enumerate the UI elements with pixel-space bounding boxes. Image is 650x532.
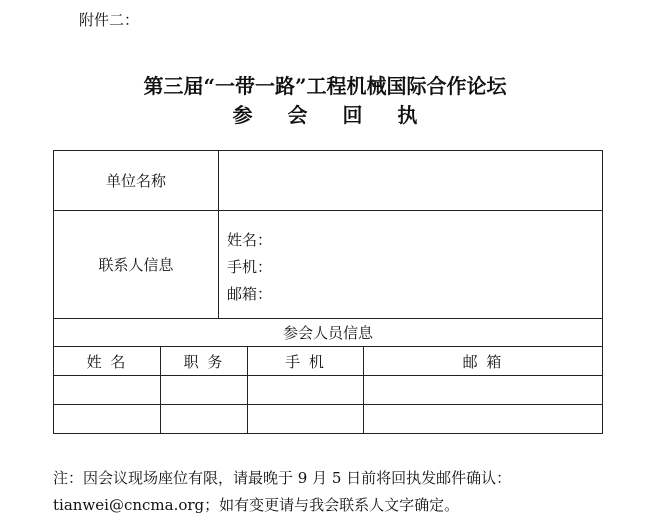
- page-title: 第三届“一带一路”工程机械国际合作论坛: [143, 74, 507, 98]
- footnote-line-2: tianwei@cncma.org；如有变更请与我会联系人文字确定。: [53, 496, 460, 514]
- column-header-email: 邮 箱: [462, 352, 504, 371]
- table-cell[interactable]: [248, 405, 363, 433]
- contact-info-label: 联系人信息: [98, 256, 174, 274]
- table-cell[interactable]: [248, 376, 363, 404]
- column-header-position: 职 务: [183, 352, 225, 371]
- unit-name-field[interactable]: [219, 151, 603, 210]
- contact-info-fields[interactable]: [227, 227, 272, 308]
- footnote-line-1: 注：因会议现场座位有限，请最晚于 9 月 5 日前将回执发邮件确认：: [53, 469, 512, 487]
- unit-name-label: 单位名称: [105, 172, 166, 190]
- contact-phone-field[interactable]: 手机：: [227, 258, 273, 276]
- table-cell[interactable]: [161, 405, 247, 433]
- column-header-phone: 手 机: [285, 352, 326, 371]
- page-subtitle: 参 会 回 执: [232, 103, 432, 127]
- table-cell[interactable]: [161, 376, 247, 404]
- contact-email-field[interactable]: 邮箱：: [227, 285, 273, 303]
- table-cell[interactable]: [54, 405, 160, 433]
- table-cell[interactable]: [54, 376, 160, 404]
- registration-form-table: [53, 150, 603, 434]
- attachment-label: 附件二：: [79, 11, 140, 29]
- column-header-name: 姓 名: [86, 352, 128, 371]
- contact-name-field[interactable]: 姓名：: [227, 231, 273, 249]
- table-cell[interactable]: [364, 405, 602, 433]
- table-cell[interactable]: [364, 376, 602, 404]
- attendees-section-header: 参会人员信息: [282, 324, 373, 342]
